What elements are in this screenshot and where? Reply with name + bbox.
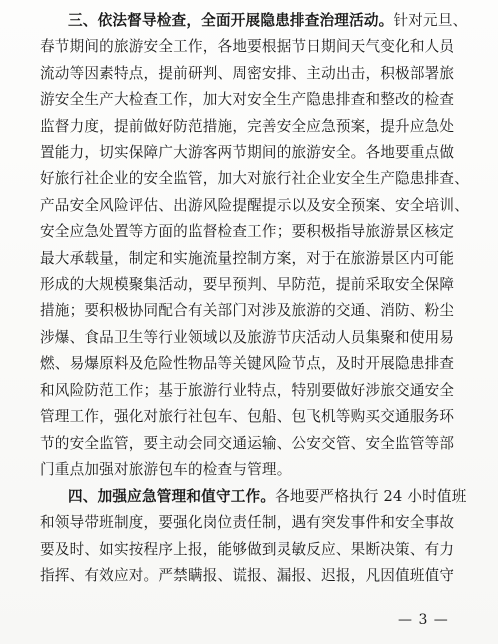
section-4-first-line	[40, 484, 467, 510]
body-line: 好旅行社企业的安全监管，加大对旅行社企业安全生产隐患排查、	[40, 170, 470, 188]
body-line: 产品安全风险评估、出游风险提醒提示以及安全预案、安全培训、	[40, 196, 470, 214]
section-3-first-line	[40, 8, 468, 34]
body-line: 置能力，切实保障广大游客两节期间的旅游安全。各地要重点做	[40, 144, 455, 162]
body-line: 燃、易爆原料及危险性物品等关键风险节点，及时开展隐患排查	[40, 355, 455, 373]
body-line: 管理工作，强化对旅行社包车、包船、包飞机等购买交通服务环	[40, 408, 455, 426]
body-line: 和风险防范工作；基于旅游行业特点，特别要做好涉旅交通安全	[40, 381, 455, 399]
body-line: 游安全生产大检查工作，加大对安全生产隐患排查和整改的检查	[40, 91, 455, 109]
body-line: 措施；要积极协同配合有关部门对涉及旅游的交通、消防、粉尘	[40, 302, 455, 320]
body-line: 各地要严格执行 24 小时值班	[275, 488, 467, 505]
body-line: 安全应急处置等方面的监督检查工作；要积极指导旅游景区核定	[40, 223, 455, 241]
body-line: 门重点加强对旅游包车的检查与管理。	[40, 460, 292, 478]
body-line: 和领导带班制度，要强化岗位责任制，遇有突发事件和安全事故	[40, 514, 455, 532]
body-line: 要及时、如实按程序上报，能够做到灵敏反应、果断决策、有力	[40, 540, 455, 558]
body-line: 指挥、有效应对。严禁瞒报、谎报、漏报、迟报，凡因值班值守	[40, 567, 455, 585]
body-line: 春节期间的旅游安全工作，各地要根据节日期间天气变化和人员	[40, 38, 455, 56]
section-4	[40, 484, 467, 590]
page-number: — 3 —	[398, 612, 449, 628]
section-4-heading: 四、加强应急管理和值守工作。	[68, 488, 276, 505]
section-3	[40, 8, 470, 483]
body-line: 涉爆、食品卫生等行业领域以及旅游节庆活动人员集聚和使用易	[40, 328, 455, 346]
body-line: 节的安全监管，要主动会同交通运输、公安交管、安全监管等部	[40, 434, 455, 452]
body-line: 最大承载量，制定和实施流量控制方案，对于在旅游景区内可能	[40, 249, 455, 267]
body-line: 监督力度，提前做好防范措施，完善安全应急预案，提升应急处	[40, 117, 455, 135]
body-line: 针对元旦、	[393, 12, 468, 29]
body-line: 流动等因素特点，提前研判、周密安排、主动出击，积极部署旅	[40, 64, 455, 82]
section-3-heading: 三、依法督导检查，全面开展隐患排查治理活动。	[68, 12, 394, 29]
body-line: 形成的大规模聚集活动，要早预判、早防范，提前采取安全保障	[40, 276, 455, 294]
